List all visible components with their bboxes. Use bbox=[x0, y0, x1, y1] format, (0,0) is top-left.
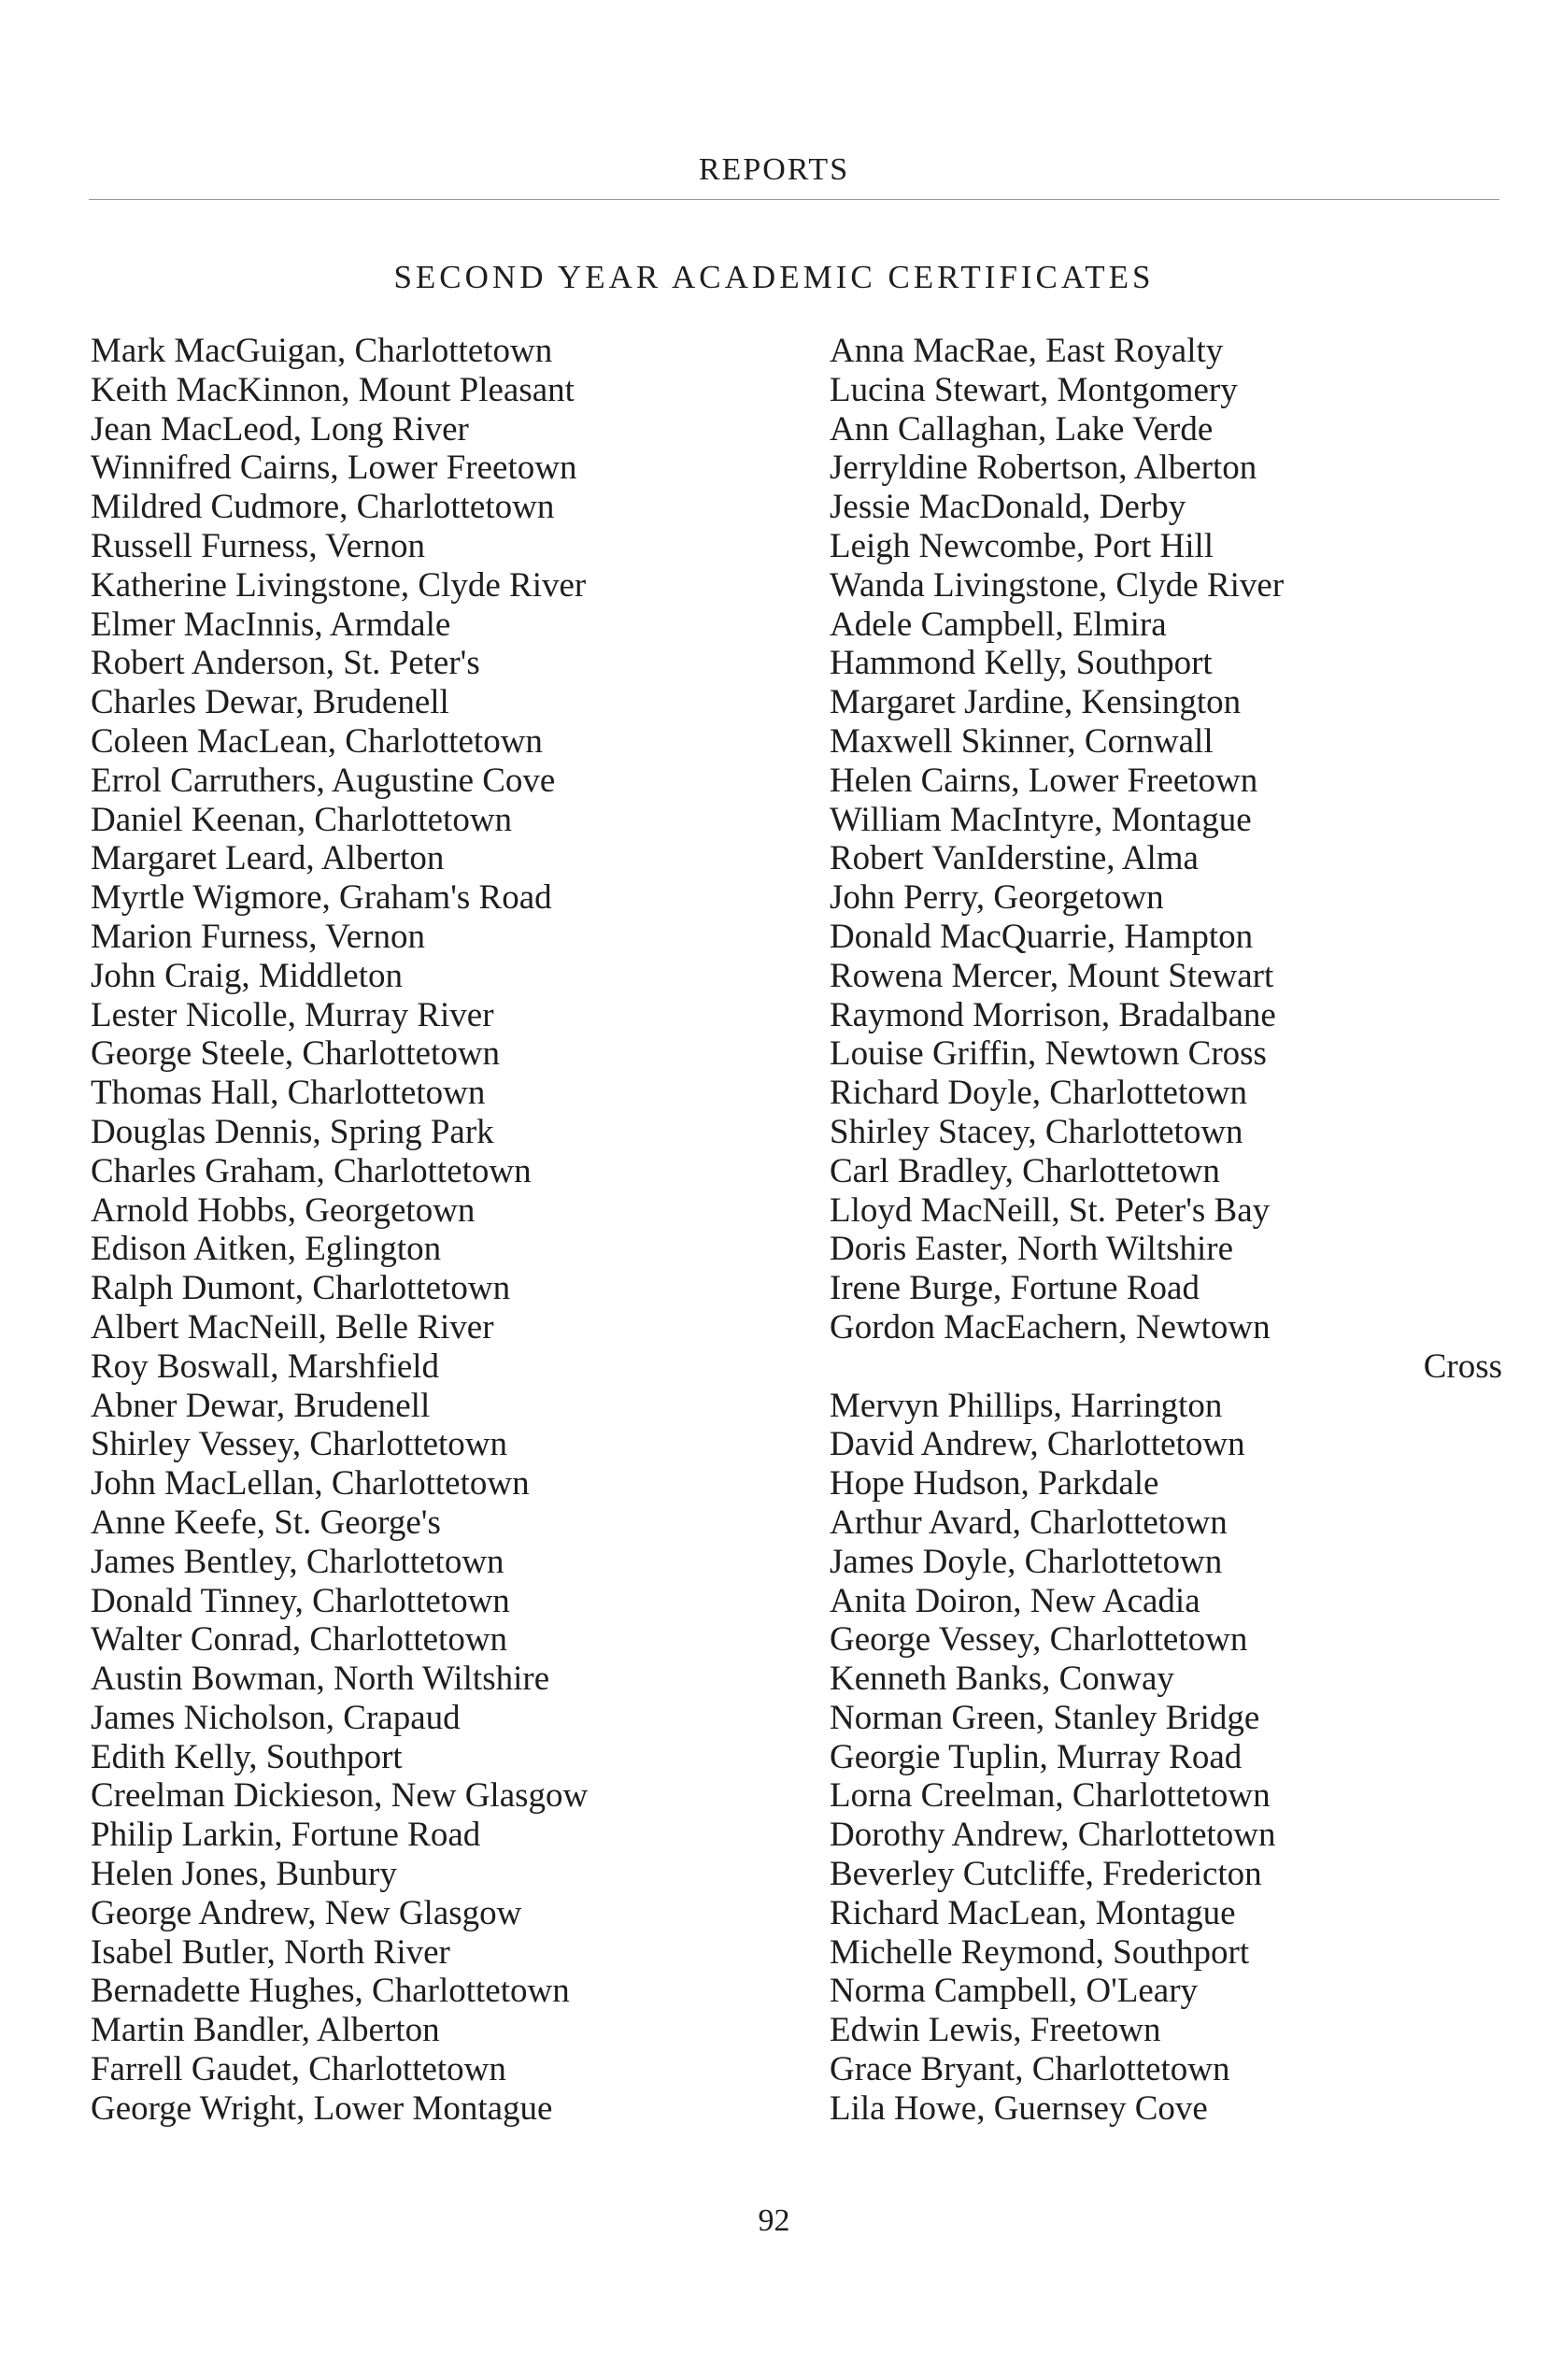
name-entry: Hope Hudson, Parkdale bbox=[830, 1464, 1159, 1504]
name-entry: Philip Larkin, Fortune Road bbox=[91, 1816, 481, 1855]
name-entry: Michelle Reymond, Southport bbox=[830, 1932, 1250, 1972]
name-entry: Lucina Stewart, Montgomery bbox=[830, 370, 1238, 409]
name-entry: Robert Anderson, St. Peter's bbox=[91, 644, 480, 683]
name-entry: Kenneth Banks, Conway bbox=[830, 1660, 1174, 1699]
name-entry: George Steele, Charlottetown bbox=[91, 1034, 501, 1074]
name-entry: Helen Jones, Bunbury bbox=[91, 1855, 397, 1894]
name-entry: Bernadette Hughes, Charlottetown bbox=[91, 1972, 570, 2011]
name-entry: Gordon MacEachern, Newtown bbox=[830, 1307, 1271, 1347]
name-entry: Myrtle Wigmore, Graham's Road bbox=[91, 878, 552, 918]
name-entry: Katherine Livingstone, Clyde River bbox=[91, 565, 587, 605]
name-entry: Robert VanIderstine, Alma bbox=[830, 839, 1199, 878]
name-entry: Roy Boswall, Marshfield bbox=[91, 1347, 440, 1386]
name-entry: Shirley Stacey, Charlottetown bbox=[830, 1112, 1243, 1151]
name-entry: George Vessey, Charlottetown bbox=[830, 1620, 1248, 1660]
name-entry: Lloyd MacNeill, St. Peter's Bay bbox=[830, 1190, 1271, 1230]
name-entry: Richard MacLean, Montague bbox=[830, 1893, 1236, 1932]
name-entry: Daniel Keenan, Charlottetown bbox=[91, 800, 513, 839]
name-entry: Jerryldine Robertson, Alberton bbox=[830, 449, 1257, 488]
name-entry: James Nicholson, Crapaud bbox=[91, 1698, 461, 1737]
name-entry: John MacLellan, Charlottetown bbox=[91, 1464, 530, 1504]
name-entry: John Craig, Middleton bbox=[91, 956, 404, 995]
name-entry: Lorna Creelman, Charlottetown bbox=[830, 1776, 1271, 1816]
name-entry: Abner Dewar, Brudenell bbox=[91, 1386, 431, 1425]
name-entry: Thomas Hall, Charlottetown bbox=[91, 1074, 486, 1113]
name-entry: Mark MacGuigan, Charlottetown bbox=[91, 332, 553, 370]
name-entry: Doris Easter, North Wiltshire bbox=[830, 1230, 1234, 1269]
name-entry: Creelman Dickieson, New Glasgow bbox=[91, 1776, 589, 1816]
page-number: 92 bbox=[758, 2203, 790, 2238]
name-entry: Keith MacKinnon, Mount Pleasant bbox=[91, 370, 575, 409]
name-entry: William MacIntyre, Montague bbox=[830, 800, 1252, 839]
name-entry: Coleen MacLean, Charlottetown bbox=[91, 721, 543, 761]
name-entry: Errol Carruthers, Augustine Cove bbox=[91, 761, 556, 800]
name-entry: Grace Bryant, Charlottetown bbox=[830, 2050, 1230, 2089]
name-entry: Margaret Leard, Alberton bbox=[91, 839, 445, 878]
name-entry: Ann Callaghan, Lake Verde bbox=[830, 409, 1214, 449]
name-entry: Walter Conrad, Charlottetown bbox=[91, 1620, 508, 1660]
name-entry: Edith Kelly, Southport bbox=[91, 1737, 403, 1776]
name-entry: Austin Bowman, North Wiltshire bbox=[91, 1660, 550, 1699]
name-entry: Arthur Avard, Charlottetown bbox=[830, 1503, 1228, 1542]
name-entry: Norman Green, Stanley Bridge bbox=[830, 1698, 1260, 1737]
name-entry: Arnold Hobbs, Georgetown bbox=[91, 1190, 476, 1230]
name-entry: Isabel Butler, North River bbox=[91, 1932, 450, 1972]
name-entry: Albert MacNeill, Belle River bbox=[91, 1307, 494, 1347]
name-entry: Jean MacLeod, Long River bbox=[91, 409, 469, 449]
name-entry: Marion Furness, Vernon bbox=[91, 917, 425, 956]
name-entry: Lester Nicolle, Murray River bbox=[91, 995, 494, 1034]
name-entry: David Andrew, Charlottetown bbox=[830, 1425, 1245, 1464]
section-title: SECOND YEAR ACADEMIC CERTIFICATES bbox=[393, 259, 1155, 295]
name-entry: Jessie MacDonald, Derby bbox=[830, 488, 1186, 527]
name-entry: Dorothy Andrew, Charlottetown bbox=[830, 1816, 1276, 1855]
name-entry: Farrell Gaudet, Charlottetown bbox=[91, 2050, 506, 2089]
name-entry: Elmer MacInnis, Armdale bbox=[91, 605, 451, 644]
name-entry: Donald Tinney, Charlottetown bbox=[91, 1581, 510, 1620]
name-entry: Charles Graham, Charlottetown bbox=[91, 1151, 532, 1190]
header-rule bbox=[89, 199, 1499, 200]
name-entry: Louise Griffin, Newtown Cross bbox=[830, 1034, 1267, 1074]
name-entry: Edwin Lewis, Freetown bbox=[830, 2011, 1161, 2050]
name-entry: Anne Keefe, St. George's bbox=[91, 1503, 441, 1542]
name-entry: Charles Dewar, Brudenell bbox=[91, 683, 449, 722]
name-entry: Maxwell Skinner, Cornwall bbox=[830, 721, 1214, 761]
name-entry: Edison Aitken, Eglington bbox=[91, 1230, 442, 1269]
name-entry: James Bentley, Charlottetown bbox=[91, 1542, 504, 1581]
name-entry: Carl Bradley, Charlottetown bbox=[830, 1151, 1220, 1190]
name-entry: Rowena Mercer, Mount Stewart bbox=[830, 956, 1274, 995]
name-entry: Ralph Dumont, Charlottetown bbox=[91, 1269, 511, 1308]
name-entry: Cross bbox=[1423, 1347, 1502, 1386]
left-name-column bbox=[91, 332, 745, 2129]
name-entry: Georgie Tuplin, Murray Road bbox=[830, 1737, 1243, 1776]
name-entry: George Andrew, New Glasgow bbox=[91, 1893, 522, 1932]
name-entry: Beverley Cutcliffe, Fredericton bbox=[830, 1855, 1262, 1894]
name-entry: Raymond Morrison, Bradalbane bbox=[830, 995, 1276, 1034]
name-entry: Anna MacRae, East Royalty bbox=[830, 332, 1224, 370]
right-name-column bbox=[830, 332, 1502, 2129]
name-entry: Douglas Dennis, Spring Park bbox=[91, 1112, 494, 1151]
name-entry: Mildred Cudmore, Charlottetown bbox=[91, 488, 555, 527]
name-entry: James Doyle, Charlottetown bbox=[830, 1542, 1223, 1581]
name-entry: Helen Cairns, Lower Freetown bbox=[830, 761, 1258, 800]
name-entry: Donald MacQuarrie, Hampton bbox=[830, 917, 1254, 956]
name-entry: Russell Furness, Vernon bbox=[91, 526, 426, 565]
name-entry: Norma Campbell, O'Leary bbox=[830, 1972, 1199, 2011]
running-head: REPORTS bbox=[698, 152, 850, 187]
name-entry: Leigh Newcombe, Port Hill bbox=[830, 526, 1214, 565]
name-entry: George Wright, Lower Montague bbox=[91, 2088, 553, 2128]
name-entry: Shirley Vessey, Charlottetown bbox=[91, 1425, 508, 1464]
name-entry: Irene Burge, Fortune Road bbox=[830, 1269, 1200, 1308]
name-entry: Mervyn Phillips, Harrington bbox=[830, 1386, 1223, 1425]
name-entry: Hammond Kelly, Southport bbox=[830, 644, 1213, 683]
name-entry: Lila Howe, Guernsey Cove bbox=[830, 2088, 1208, 2128]
name-entry: John Perry, Georgetown bbox=[830, 878, 1164, 918]
name-entry: Margaret Jardine, Kensington bbox=[830, 683, 1242, 722]
name-entry: Winnifred Cairns, Lower Freetown bbox=[91, 449, 577, 488]
name-entry: Richard Doyle, Charlottetown bbox=[830, 1074, 1247, 1113]
name-entry: Martin Bandler, Alberton bbox=[91, 2011, 440, 2050]
name-entry: Adele Campbell, Elmira bbox=[830, 605, 1167, 644]
name-entry: Wanda Livingstone, Clyde River bbox=[830, 565, 1285, 605]
name-entry: Anita Doiron, New Acadia bbox=[830, 1581, 1200, 1620]
